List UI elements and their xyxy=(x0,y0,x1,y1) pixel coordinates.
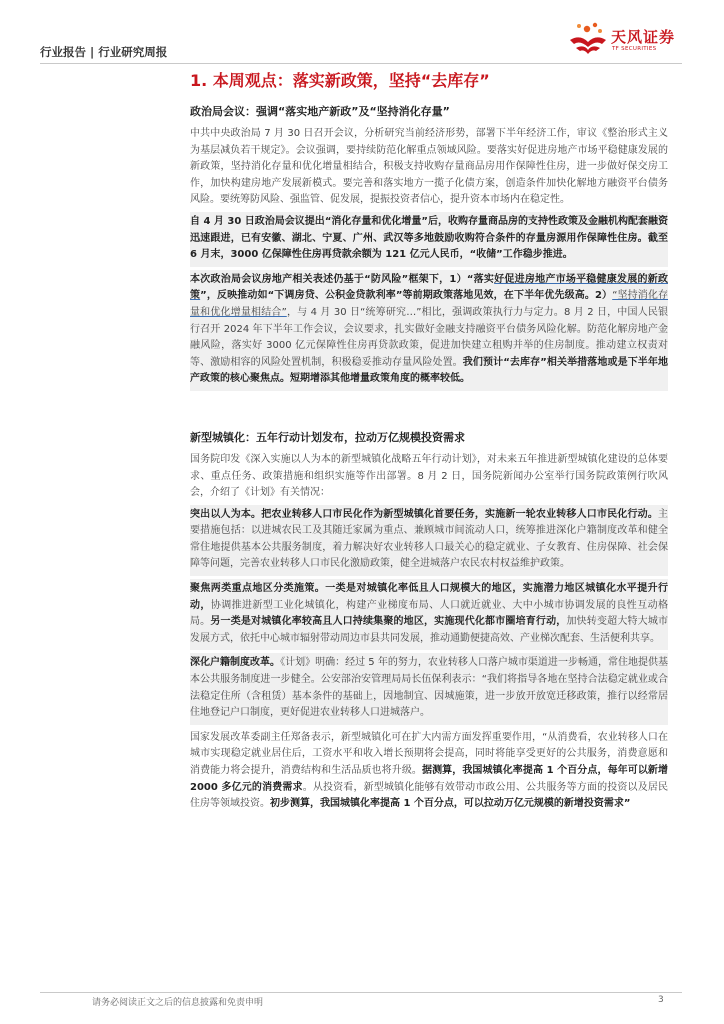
politburo-paragraph-2-block xyxy=(190,212,668,267)
u-p2-rest: 主要措施包括：以进城农民工及其随迁家属为重点、兼顾城市间流动人口，统筹推进深化户籍制度改革和健全常住地提供基本公共服务制度，着力解决好农业转移人口最关心的稳定就业、子女教育、住房保障、社会保障等问题，完善农业转移人口市民化激励政策，健全进城落户农民农村权益维护政策。 xyxy=(190,508,668,570)
urbanization-paragraph-4 xyxy=(190,655,668,721)
p3-part-d: “坚持消化存量和优化增量相结合” xyxy=(190,290,669,318)
page-header xyxy=(0,0,724,64)
p3-part-a: 本次政治局会议房地产相关表述仍基于“防风险”框架下，1）“落实 xyxy=(190,273,495,285)
header-divider xyxy=(40,63,682,64)
footer-divider xyxy=(40,992,682,993)
urbanization-paragraph-5 xyxy=(190,730,668,813)
urbanization-paragraph-2 xyxy=(190,507,668,573)
urbanization-paragraph-1: 国务院印发《深入实施以人为本的新型城镇化战略五年行动计划》，对未来五年推进新型城镇化建设的总体要求、重点任务、政策措施和组织实施等作出部署。8 月 2 日，国务院新闻办公室举行国务院政策例行吹风会，介绍了《计划》有关情况： xyxy=(190,453,668,499)
u-p4-rest: 《计划》明确：经过 5 年的努力，农业转移人口落户城市渠道进一步畅通，常住地提供基本公共服务制度进一步健全。公安部治安管理局局长伍保利表示：“我们将指导各地在坚持合法稳定就业或合法稳定住所（含租赁）基本条件的基础上，因地制宜、因城施策，进一步放开放宽迁移政策，推行以经常居住地登记户口制度，更好促进农业转移人口进城落户。 xyxy=(190,657,668,719)
u-p3-bold-1: 聚焦两类重点地区分类施策。一类是对城镇化率低且人口规模大的地区，实施潜力地区城镇化水平提升行动， xyxy=(190,583,668,611)
logo-text-en: TF SECURITIES xyxy=(612,46,657,52)
urbanization-paragraph-2-block xyxy=(190,505,668,576)
u-p5-a: 国家发展改革委副主任郑备表示，新型城镇化可在扩大内需方面发挥重要作用，“从消费看，农业转移人口在城市实现稳定就业居住后，工资水平和收入增长预期将会提高，同时将能享受更好的公共服务，消费意愿和消费能力将会提升，消费结构和生活品质也将升级。 xyxy=(190,731,668,776)
p3-part-b: 好促进房地产市场平稳健康发展的新政策 xyxy=(190,273,668,302)
politburo-paragraph-1: 中共中央政治局 7 月 30 日召开会议，分析研究当前经济形势，部署下半年经济工作，审议《整治形式主义为基层减负若干规定》。会议强调，要持续防范化解重点领域风险。要落实好促进房地产市场平稳健康发展的新政策，坚持消化存量和优化增量相结合，积极支持收购存量商品房用作保障性住房，进一步做好保交房工作，加快构建房地产发展新模式。要完善和落实地方一揽子化债方案，创造条件加快化解地方融资平台债务风险。要统筹防风险、强监管、促发展，提振投资者信心，提升资本市场内在稳定性。 xyxy=(190,128,668,206)
tf-securities-logo xyxy=(566,20,696,60)
politburo-subhead: 政治局会议：强调“落实地产新政”及“坚持消化存量” xyxy=(190,105,450,118)
politburo-paragraph-3-block xyxy=(190,270,668,391)
u-p5-c: 。从投资看，新型城镇化能够有效带动市政公用、公共服务等方面的投资以及居民住房等领域投资。 xyxy=(190,781,668,810)
p3-part-e: ，与 4 月 30 日“统筹研究…” xyxy=(286,306,422,318)
disclaimer: 请务必阅读正文之后的信息披露和免责申明 xyxy=(92,998,264,1008)
u-p3-bold-2: 另一类是对城镇化率较高且人口持续集聚的地区，实施现代化都市圈培育行动， xyxy=(210,616,567,628)
logo-mark-icon xyxy=(566,20,608,60)
breadcrumb: 行业报告 | 行业研究周报 xyxy=(40,45,168,59)
u-p5-b: 据测算，我国城镇化率提高 1 个百分点，每年可以新增 2000 多亿元的消费需求 xyxy=(190,765,669,793)
p3-part-g: 我们预计“去库存”相关举措落地或是下半年地产政策的核心聚焦点。短期增添其他增量政策角度的概率较低。 xyxy=(190,356,669,385)
logo-text-cn: 天风证券 xyxy=(611,28,676,46)
page-number: 3 xyxy=(658,995,664,1005)
u-p3-rest-1: 协调推进新型工业化城镇化，构建产业梯度布局、人口就近就业、大中小城市协调发展的良性互动格局。 xyxy=(190,599,669,628)
u-p4-bold: 深化户籍制度改革。 xyxy=(190,657,281,669)
u-p2-bold: 突出以人为本。把农业转移人口市民化作为新型城镇化首要任务，实施新一轮农业转移人口市民化行动。 xyxy=(190,508,658,520)
u-p3-rest-2: 加快转变超大特大城市发展方式，依托中心城市辐射带动周边市县共同发展，推动通勤便捷高效、产业梯次配套、生活便利共享。 xyxy=(190,616,669,644)
main-content xyxy=(190,66,668,813)
politburo-paragraph-2-text: 自 4 月 30 日政治局会议提出“消化存量和优化增量”后，收购存量商品房的支持性政策及金融机构配套融资迅速跟进，已有安徽、湖北、宁夏、广州、武汉等多地鼓励收购符合条件的存量房源用作保障性住房。截至 6 月末，3000 亿保障性住房再贷款余额为 121 亿元人民币，“收储”工作稳步推进。 xyxy=(190,215,668,261)
u-p5-d: 初步测算，我国城镇化率提高 1 个百分点，可以拉动万亿元规模的新增投资需求” xyxy=(270,798,631,810)
urbanization-paragraph-4-block xyxy=(190,653,668,724)
urbanization-paragraph-3-block xyxy=(190,579,668,650)
p3-part-f: 相比，强调政策执行力与定力。8 月 2 日，中国人民银行召开 2024 年下半年工作会议，会议要求，扎实做好金融支持融资平台债务风险化解。防范化解房地产金融风险，落实好 3000 亿元保障性住房再贷款政策，促进加快建立租购并举的住房制度。推动建立权责对等、激励相容的风险处置机制，积极稳妥推动存量风险处置。 xyxy=(190,306,668,368)
politburo-paragraph-2 xyxy=(190,214,668,264)
p3-part-c: ”，反映推动如“下调房贷、公积金贷款利率”等前期政策落地见效，在下半年优先级高。2） xyxy=(200,290,613,302)
urbanization-subhead: 新型城镇化：五年行动计划发布，拉动万亿规模投资需求 xyxy=(190,430,465,444)
section-title: 1. 本周观点：落实新政策，坚持“去库存” xyxy=(190,71,490,90)
politburo-paragraph-3 xyxy=(190,272,668,388)
urbanization-paragraph-3 xyxy=(190,581,668,647)
